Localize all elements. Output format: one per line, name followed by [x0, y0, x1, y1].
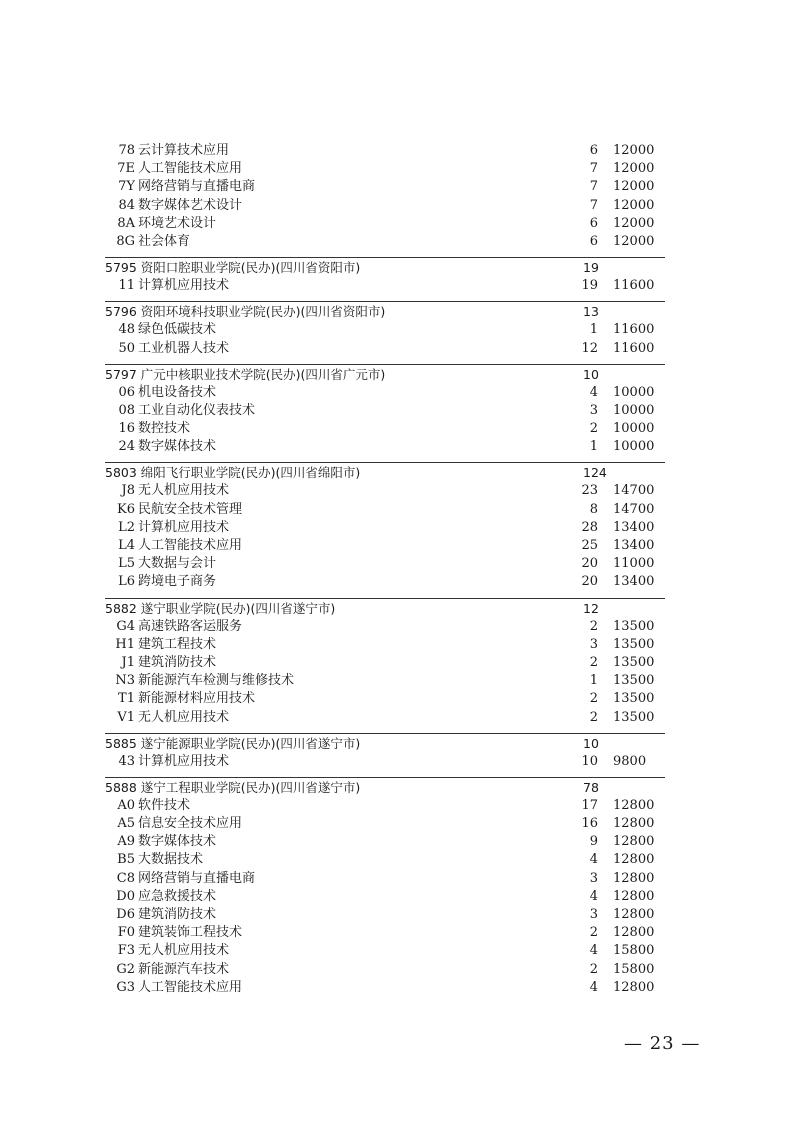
program-fee: 14700 [613, 483, 655, 499]
program-code: 48 [118, 322, 135, 338]
program-row [105, 420, 665, 438]
program-code: L6 [118, 574, 135, 590]
program-fee: 12800 [613, 925, 655, 941]
program-name: 计算机应用技术 [138, 753, 230, 769]
school-title: 5796 资阳环境科技职业学院(民办)(四川省资阳市) [105, 304, 386, 320]
program-fee: 11600 [613, 340, 655, 356]
program-plan: 1 [589, 322, 598, 338]
program-code: F0 [117, 925, 135, 941]
program-fee: 12000 [613, 143, 655, 158]
program-fee: 10000 [613, 439, 655, 455]
program-row [105, 690, 665, 708]
school-title: 5797 广元中核职业技术学院(民办)(四川省广元市) [105, 366, 386, 382]
program-name: 应急救援技术 [138, 888, 217, 904]
school-title: 5885 遂宁能源职业学院(民办)(四川省遂宁市) [105, 735, 361, 751]
program-code: 43 [118, 753, 135, 769]
program-plan: 2 [589, 709, 598, 725]
program-name: 网络营销与直播电商 [138, 179, 256, 195]
program-row [105, 340, 665, 358]
program-name: 建筑装饰工程技术 [138, 925, 243, 941]
program-name: 民航安全技术管理 [138, 501, 243, 517]
program-name: 跨境电子商务 [138, 574, 217, 590]
program-plan: 3 [589, 402, 598, 418]
school-header-row [105, 777, 665, 797]
program-code: G2 [116, 961, 135, 977]
program-fee: 15800 [613, 961, 655, 977]
program-name: 绿色低碳技术 [138, 322, 217, 338]
program-plan: 4 [589, 979, 598, 995]
program-plan: 28 [581, 519, 598, 535]
program-code: H1 [115, 636, 135, 652]
program-fee: 12800 [613, 888, 655, 904]
program-fee: 13500 [613, 618, 655, 634]
program-name: 数字媒体技术 [138, 834, 217, 850]
program-row [105, 215, 665, 233]
program-row [105, 618, 665, 636]
program-code: L4 [118, 538, 135, 553]
program-name: 无人机应用技术 [138, 483, 230, 499]
program-code: D6 [116, 907, 135, 922]
program-row [105, 555, 665, 573]
program-row [105, 815, 665, 833]
school-header-row [105, 598, 665, 618]
program-plan: 16 [581, 816, 598, 832]
program-fee: 15800 [613, 943, 655, 959]
program-fee: 13500 [613, 709, 655, 725]
program-plan: 2 [589, 961, 598, 977]
program-code: 08 [118, 402, 135, 418]
program-row [105, 979, 665, 997]
program-plan: 4 [589, 888, 598, 904]
program-code: K6 [117, 501, 135, 517]
program-plan: 3 [589, 907, 598, 922]
program-fee: 12800 [613, 852, 655, 868]
program-fee: 12000 [613, 215, 655, 231]
program-code: A5 [117, 816, 135, 832]
program-name: 数字媒体艺术设计 [138, 197, 243, 213]
program-fee: 11600 [613, 322, 655, 338]
program-fee: 10000 [613, 402, 655, 418]
program-fee: 12000 [613, 197, 655, 213]
program-plan: 12 [581, 340, 598, 356]
program-name: 新能源材料应用技术 [138, 691, 256, 707]
school-plan-total: 19 [583, 260, 599, 276]
school-plan-total: 12 [583, 600, 599, 616]
program-fee: 12800 [613, 979, 655, 995]
school-plan-total: 13 [583, 304, 599, 320]
program-code: F3 [117, 943, 135, 959]
program-row [105, 753, 665, 771]
program-fee: 14700 [613, 501, 655, 517]
program-name: 人工智能技术应用 [138, 538, 243, 553]
program-plan: 7 [589, 179, 598, 195]
program-fee: 13400 [613, 574, 655, 590]
program-name: 数控技术 [138, 421, 191, 437]
program-code: 78 [118, 143, 135, 158]
program-row [105, 142, 665, 160]
program-code: 8A [117, 215, 135, 231]
program-code: 84 [118, 197, 135, 213]
program-fee: 9800 [613, 753, 647, 769]
school-header-row [105, 733, 665, 753]
program-row [105, 482, 665, 500]
program-row [105, 942, 665, 960]
program-row [105, 672, 665, 690]
page-number: — 23 — [624, 1033, 701, 1054]
program-fee: 13400 [613, 519, 655, 535]
program-name: 无人机应用技术 [138, 943, 230, 959]
program-name: 社会体育 [138, 233, 191, 249]
program-plan: 19 [581, 278, 598, 294]
program-row [105, 438, 665, 456]
program-code: L5 [118, 556, 135, 572]
program-row [105, 160, 665, 178]
program-row [105, 501, 665, 519]
school-header-row [105, 364, 665, 384]
program-fee: 12800 [613, 816, 655, 832]
program-plan: 20 [581, 574, 598, 590]
program-plan: 3 [589, 636, 598, 652]
school-plan-total: 10 [583, 735, 599, 751]
program-name: 软件技术 [138, 797, 191, 813]
school-title: 5882 遂宁职业学院(民办)(四川省遂宁市) [105, 600, 336, 616]
program-code: V1 [117, 709, 135, 725]
program-code: T1 [118, 691, 135, 707]
program-plan: 3 [589, 870, 598, 886]
program-row [105, 277, 665, 295]
school-title: 5795 资阳口腔职业学院(民办)(四川省资阳市) [105, 260, 361, 276]
program-fee: 13500 [613, 654, 655, 670]
program-code: D0 [116, 888, 135, 904]
program-name: 数字媒体技术 [138, 439, 217, 455]
program-fee: 12800 [613, 870, 655, 886]
program-name: 人工智能技术应用 [138, 161, 243, 177]
program-code: 24 [118, 439, 135, 455]
program-row [105, 384, 665, 402]
program-code: G4 [116, 618, 135, 634]
admission-plan-list [105, 142, 665, 997]
program-plan: 6 [589, 215, 598, 231]
program-row [105, 197, 665, 215]
program-name: 网络营销与直播电商 [138, 870, 256, 886]
program-row [105, 870, 665, 888]
program-fee: 12000 [613, 161, 655, 177]
program-code: N3 [115, 673, 135, 689]
program-row [105, 321, 665, 339]
school-plan-total: 78 [583, 779, 599, 795]
program-code: 8G [116, 233, 135, 249]
program-code: 50 [118, 340, 135, 356]
program-plan: 20 [581, 556, 598, 572]
program-name: 建筑消防技术 [138, 907, 217, 922]
program-code: L2 [118, 519, 135, 535]
program-name: 计算机应用技术 [138, 519, 230, 535]
school-title: 5803 绵阳飞行职业学院(民办)(四川省绵阳市) [105, 465, 361, 481]
program-name: 建筑消防技术 [138, 654, 217, 670]
program-code: A9 [117, 834, 135, 850]
program-row [105, 924, 665, 942]
program-plan: 9 [589, 834, 598, 850]
program-fee: 10000 [613, 384, 655, 400]
program-name: 大数据与会计 [138, 556, 217, 572]
school-plan-total: 124 [583, 465, 607, 481]
program-name: 大数据技术 [138, 852, 204, 868]
program-plan: 6 [589, 233, 598, 249]
program-row [105, 797, 665, 815]
program-plan: 4 [589, 384, 598, 400]
program-row [105, 573, 665, 591]
program-code: A0 [117, 797, 135, 813]
program-code: 7Y [118, 179, 135, 195]
program-name: 新能源汽车技术 [138, 961, 230, 977]
program-fee: 11000 [613, 556, 655, 572]
program-fee: 12000 [613, 179, 655, 195]
program-row [105, 402, 665, 420]
program-plan: 7 [589, 197, 598, 213]
program-name: 信息安全技术应用 [138, 816, 243, 832]
program-plan: 10 [581, 753, 598, 769]
program-row [105, 654, 665, 672]
program-code: 06 [118, 384, 135, 400]
program-plan: 8 [589, 501, 598, 517]
program-code: B5 [117, 852, 135, 868]
program-plan: 2 [589, 618, 598, 634]
program-plan: 25 [581, 538, 598, 553]
program-row [105, 906, 665, 924]
program-name: 环境艺术设计 [138, 215, 217, 231]
school-plan-total: 10 [583, 366, 599, 382]
program-fee: 11600 [613, 278, 655, 294]
program-code: J8 [121, 483, 135, 499]
program-plan: 4 [589, 852, 598, 868]
program-row [105, 709, 665, 727]
school-title: 5888 遂宁工程职业学院(民办)(四川省遂宁市) [105, 779, 361, 795]
program-row [105, 851, 665, 869]
program-row [105, 178, 665, 196]
program-fee: 13400 [613, 538, 655, 553]
program-code: 7E [117, 161, 135, 177]
program-fee: 12800 [613, 907, 655, 922]
program-name: 计算机应用技术 [138, 278, 230, 294]
program-code: 11 [118, 278, 135, 294]
program-name: 工业机器人技术 [138, 340, 230, 356]
program-code: G3 [116, 979, 135, 995]
program-name: 建筑工程技术 [138, 636, 217, 652]
program-plan: 1 [589, 439, 598, 455]
program-fee: 10000 [613, 421, 655, 437]
program-row [105, 833, 665, 851]
program-plan: 2 [589, 654, 598, 670]
program-code: J1 [121, 654, 135, 670]
program-row [105, 519, 665, 537]
program-plan: 1 [589, 673, 598, 689]
program-fee: 13500 [613, 636, 655, 652]
program-row [105, 961, 665, 979]
program-plan: 23 [581, 483, 598, 499]
program-row [105, 636, 665, 654]
program-fee: 12800 [613, 797, 655, 813]
program-plan: 2 [589, 691, 598, 707]
program-row [105, 233, 665, 251]
school-header-row [105, 257, 665, 277]
program-code: 16 [118, 421, 135, 437]
program-plan: 17 [581, 797, 598, 813]
program-plan: 2 [589, 421, 598, 437]
program-name: 新能源汽车检测与维修技术 [138, 673, 295, 689]
program-name: 无人机应用技术 [138, 709, 230, 725]
program-fee: 12000 [613, 233, 655, 249]
program-name: 人工智能技术应用 [138, 979, 243, 995]
program-fee: 13500 [613, 691, 655, 707]
program-plan: 4 [589, 943, 598, 959]
school-header-row [105, 301, 665, 321]
program-name: 云计算技术应用 [138, 143, 230, 158]
program-fee: 13500 [613, 673, 655, 689]
program-plan: 7 [589, 161, 598, 177]
program-plan: 6 [589, 143, 598, 158]
school-header-row [105, 462, 665, 482]
program-fee: 12800 [613, 834, 655, 850]
program-name: 机电设备技术 [138, 384, 217, 400]
program-code: C8 [116, 870, 135, 886]
program-row [105, 537, 665, 555]
program-name: 高速铁路客运服务 [138, 618, 243, 634]
program-name: 工业自动化仪表技术 [138, 402, 256, 418]
program-plan: 2 [589, 925, 598, 941]
program-row [105, 888, 665, 906]
